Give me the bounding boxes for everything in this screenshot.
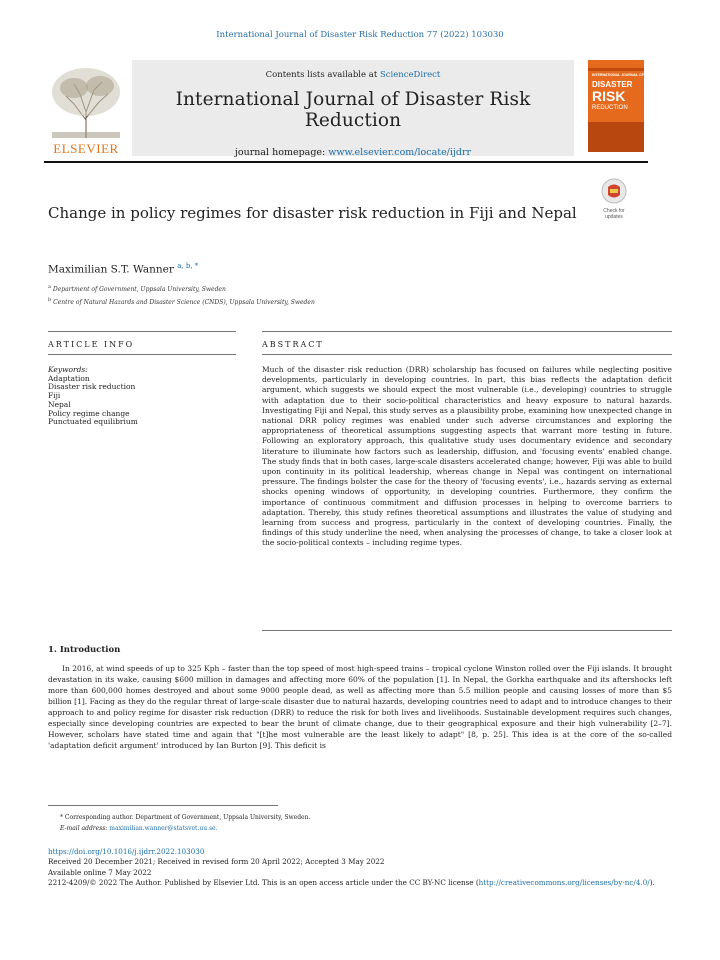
journal-citation[interactable]: International Journal of Disaster Risk Reduction 77 (2022) 103030: [216, 30, 504, 40]
sciencedirect-link[interactable]: ScienceDirect: [379, 70, 441, 80]
keywords-list: [48, 366, 138, 427]
affiliation-b-mark: b: [48, 297, 52, 303]
abstract-body: Much of the disaster risk reduction (DRR) scholarship has focused on failures while neglecting positive developments, particularly in developing countries. In part, this bias reflects the adaptation deficit argument, which suggests we should expect the most vulnerable (i.e., developing) countries to struggle with adaptation due to their socio-political characteristics and heavy exposure to natural hazards. Investigating Fiji and Nepal, this study serves as a plausibility probe, examining how unexpected change in national DRR policy regimes was enabled under such adverse circumstances and exploring the appropriateness of theoretical assumptions suggesting aspects that warrant more testing in future. Following an exploratory approach, this qualitative study uses documentary evidence and secondary literature to illuminate how factors such as leadership, diffusion, and 'focusing events' enabled change. The study finds that in both cases, large-scale disasters accelerated change; however, Fiji was able to build upon continuity in its political leadership, whereas change in Nepal was contingent on international pressure. The findings bolster the case for the theory of 'focusing events', i.e., hazards serving as external shocks opening windows of opportunity, in developing countries. Furthermore, they confirm the importance of continuous commitment and diffusion processes in helping to overcome barriers to adaptation. Thereby, this study refines theoretical assumptions and illustrates the value of studying and learning from success and progress, particularly in the context of developing countries. Finally, the findings of this study underline the need, when analysing the processes of change, to take a closer look at the socio-political contexts – including regime types.: [262, 365, 672, 548]
journal-banner: [44, 60, 574, 156]
cover-line-3: RISK: [592, 88, 626, 104]
doi-link[interactable]: https://doi.org/10.1016/j.ijdrr.2022.103030: [48, 847, 205, 856]
article-info-top-rule: [48, 331, 236, 332]
banner-center: [132, 60, 574, 156]
check-for-updates-button[interactable]: [594, 178, 634, 218]
affiliation-b: [48, 297, 315, 306]
abstract-bottom-rule: [262, 354, 672, 355]
email-label: E-mail address:: [60, 825, 110, 832]
affiliation-a-mark: a: [48, 284, 51, 290]
cover-line-2: DISASTER: [592, 80, 633, 89]
abstract-top-rule: [262, 331, 672, 332]
received-dates: Received 20 December 2021; Received in revised form 20 April 2022; Accepted 3 May 2022: [48, 857, 385, 867]
homepage-prefix: journal homepage:: [234, 147, 329, 158]
cover-stripe: [588, 68, 644, 71]
introduction-heading: 1. Introduction: [48, 645, 121, 655]
abstract-end-rule: [262, 630, 672, 631]
license-text: 2212-4209/© 2022 The Author. Published by Elsevier Ltd. This is an open access article under the CC BY-NC license (: [48, 877, 479, 887]
cover-bottom-band: [588, 122, 644, 152]
abstract-heading: ABSTRACT: [262, 340, 324, 349]
affiliation-a-text: Department of Government, Uppsala University, Sweden: [52, 286, 226, 293]
keyword-item: Adaptation: [48, 373, 90, 383]
available-online: Available online 7 May 2022: [48, 867, 152, 877]
article-info-heading: ARTICLE INFO: [48, 340, 135, 349]
keyword-item: Punctuated equilibrium: [48, 417, 138, 427]
journal-cover[interactable]: [588, 60, 644, 152]
email-line: [60, 823, 310, 834]
header-rule: [44, 161, 648, 163]
article-title: Change in policy regimes for disaster risk reduction in Fiji and Nepal: [48, 204, 577, 222]
keywords-label: Keywords:: [48, 365, 88, 374]
contents-line: [132, 70, 574, 80]
check-updates-label: Check for updates: [603, 208, 625, 220]
keyword-item: Fiji: [48, 391, 61, 401]
introduction-body: In 2016, at wind speeds of up to 325 Kph – faster than the top speed of most high-speed trains – tropical cyclone Winston rolled over the Fiji islands. It brought devastation in its wake, causing $600 million in damages and affecting more 60% of the population [1]. In Nepal, the Gorkha earthquake and its aftershocks left more than 600,000 homes destroyed and about some 9000 people dead, as well as affecting more than 5.5 million people and causing losses of more than $5 billion [1]. Facing as they do the regular threat of large-scale disaster due to natural hazards, developing countries need to adapt and to introduce changes to their approach to and policy regime for disaster risk reduction (DRR) to reduce the risk for both lives and livelihoods. Sustainable development requires such changes, especially since developing countries are expected to bear the brunt of climate change, due to their geographical exposure and their high vulnerability [2–7]. However, scholars have stated time and again that "[t]he most vulnerable are the least likely to adapt" [8, p. 25]. This idea is at the core of the so-called 'adaptation deficit argument' introduced by Ian Burton [9]. This deficit is: [48, 664, 672, 750]
contents-prefix: Contents lists available at: [265, 70, 380, 80]
homepage-line: [132, 147, 574, 158]
keyword-item: Nepal: [48, 399, 71, 409]
article-metadata: [48, 847, 672, 888]
journal-title: International Journal of Disaster Risk Reduction: [175, 89, 531, 131]
footnote-rule: [48, 805, 278, 806]
affiliation-b-text: Centre of Natural Hazards and Disaster Science (CNDS), Uppsala University, Sweden: [53, 299, 315, 306]
author-name-text[interactable]: Maximilian S.T. Wanner: [48, 263, 174, 276]
keyword-item: Policy regime change: [48, 408, 130, 418]
cover-line-1: INTERNATIONAL JOURNAL OF: [592, 73, 644, 77]
keyword-item: Disaster risk reduction: [48, 382, 136, 392]
license-statement: [48, 878, 672, 888]
elsevier-wordmark: ELSEVIER: [53, 141, 119, 156]
footnotes: [60, 812, 310, 834]
article-info-bottom-rule: [48, 354, 236, 355]
author-email-link[interactable]: maximilian.wanner@statsvet.uu.se.: [109, 825, 218, 832]
license-end: ).: [649, 877, 655, 887]
journal-homepage-link[interactable]: www.elsevier.com/locate/ijdrr: [328, 147, 472, 158]
corresponding-author-note: * Corresponding author. Department of Government, Uppsala University, Sweden.: [60, 814, 311, 821]
author-name[interactable]: [48, 262, 198, 276]
elsevier-logo: [44, 60, 128, 156]
check-updates-icon: [601, 178, 627, 204]
cover-line-4: REDUCTION: [592, 105, 628, 111]
license-link[interactable]: http://creativecommons.org/licenses/by-nc/4.0/: [478, 877, 650, 887]
author-affiliation-marks[interactable]: a, b, *: [177, 262, 199, 270]
affiliation-a: [48, 284, 226, 293]
